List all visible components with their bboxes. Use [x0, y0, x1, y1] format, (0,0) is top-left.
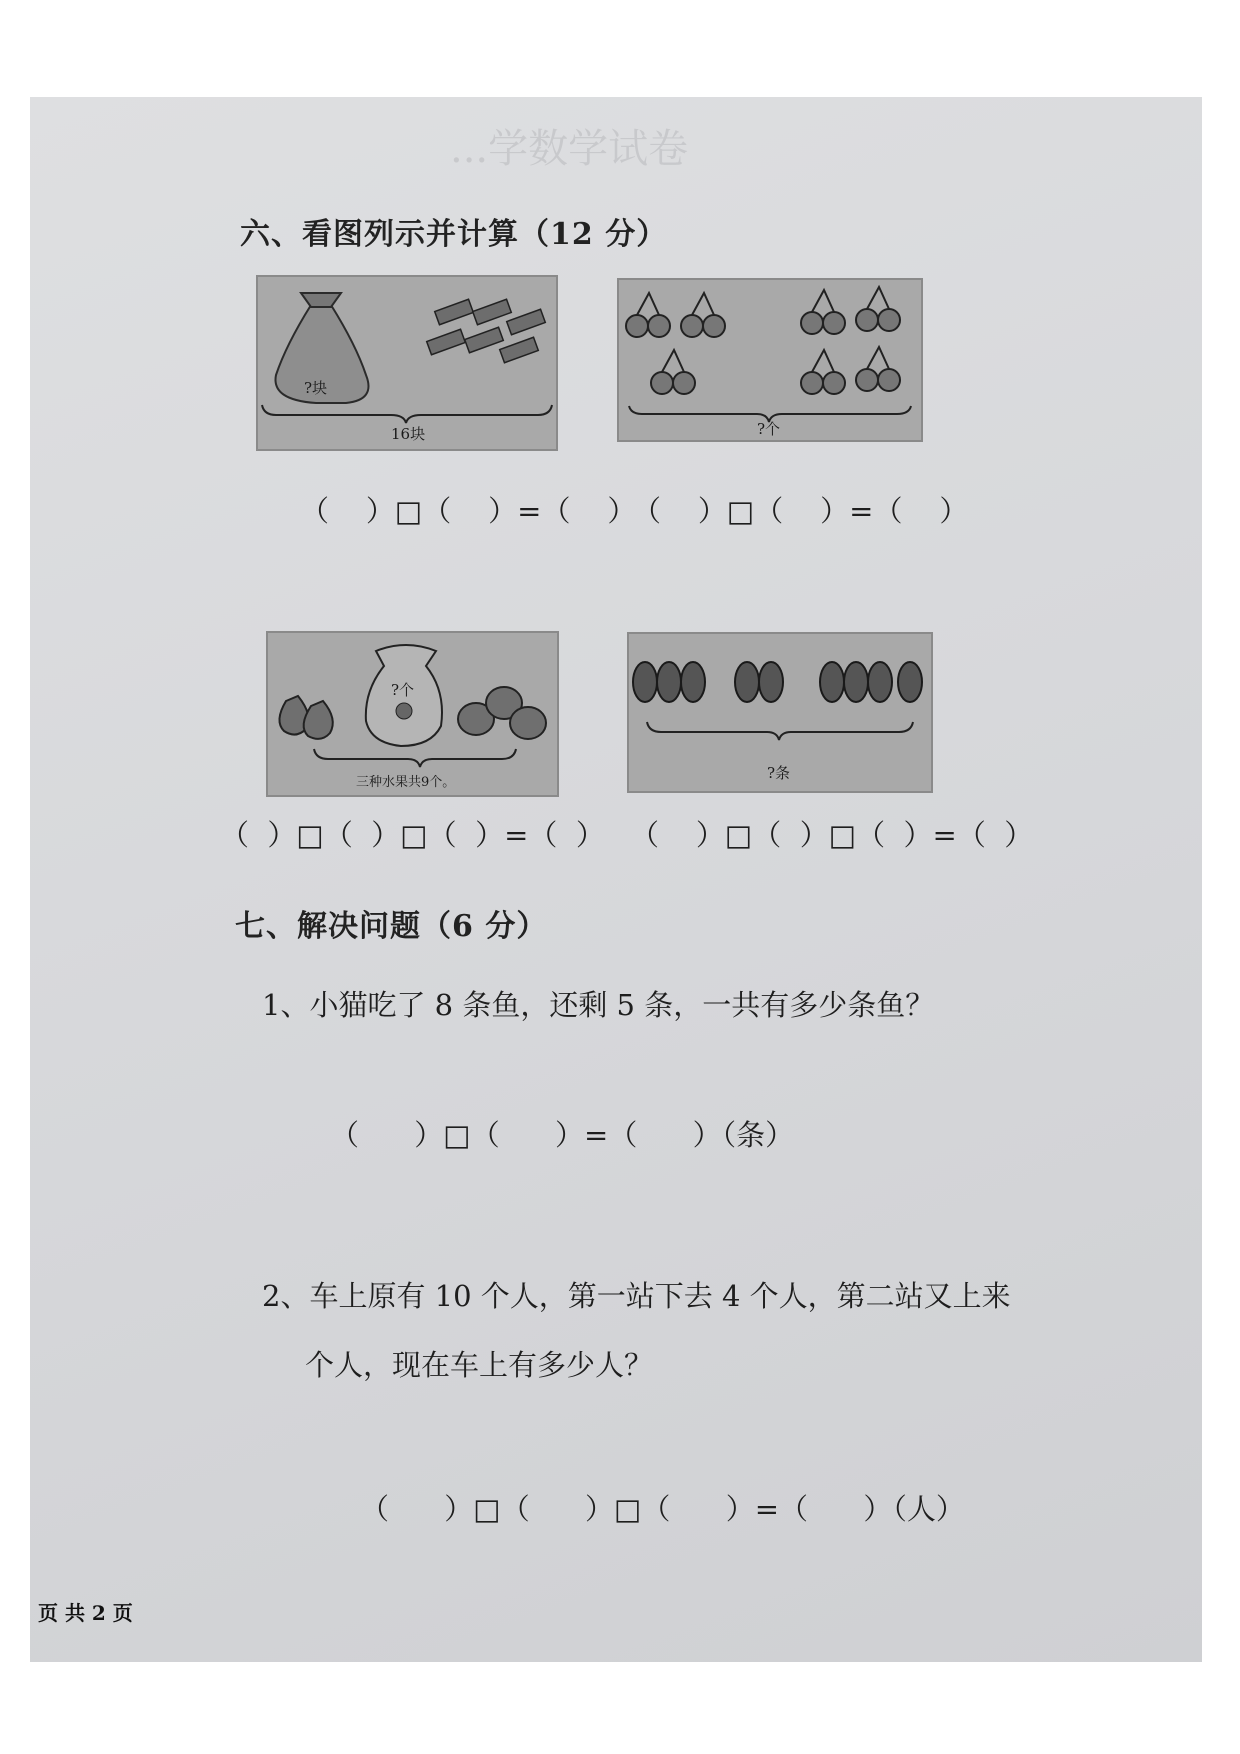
picture-4-total-label: ?条 [767, 764, 791, 782]
exam-sheet [30, 97, 1202, 1662]
picture-1-bag-label: ?块 [304, 379, 328, 397]
section-6-heading: 六、看图列示并计算（12 分） [240, 217, 668, 252]
equation-picture-2[interactable]: （ ）□（ ）=（ ） [632, 494, 969, 528]
problem-1-text: 1、小猫吃了 8 条鱼，还剩 5 条，一共有多少条鱼？ [262, 988, 935, 1022]
section-7-heading: 七、解决问题（6 分） [235, 909, 548, 944]
picture-1-total-label: 16块 [391, 425, 426, 443]
picture-money-bag [256, 275, 558, 451]
picture-2-total-label: ?个 [757, 420, 781, 438]
picture-3-bag-label: ?个 [391, 681, 415, 699]
bleed-through-title: ...学数学试卷 [450, 126, 689, 172]
equation-picture-3[interactable]: （ ）□（ ）□（ ）=（ ） [220, 818, 605, 852]
equation-picture-1[interactable]: （ ）□（ ）=（ ） [300, 494, 637, 528]
problem-2-text-line-1: 2、车上原有 10 个人，第一站下去 4 个人，第二站又上来 [262, 1279, 1011, 1313]
picture-fish [627, 632, 933, 793]
page-footer: 页 共 2 页 [38, 1601, 133, 1625]
problem-1-equation[interactable]: （ ）□（ ）=（ ）（条） [330, 1118, 795, 1152]
equation-picture-4[interactable]: （ ）□（ ）□（ ）=（ ） [630, 818, 1034, 852]
picture-fruits [266, 631, 559, 797]
problem-2-text-line-2: 个人，现在车上有多少人？ [305, 1348, 654, 1382]
picture-cherries [617, 278, 923, 442]
problem-2-equation[interactable]: （ ）□（ ）□（ ）=（ ）（人） [360, 1492, 965, 1526]
picture-3-total-label: 三种水果共9个。 [356, 775, 456, 790]
